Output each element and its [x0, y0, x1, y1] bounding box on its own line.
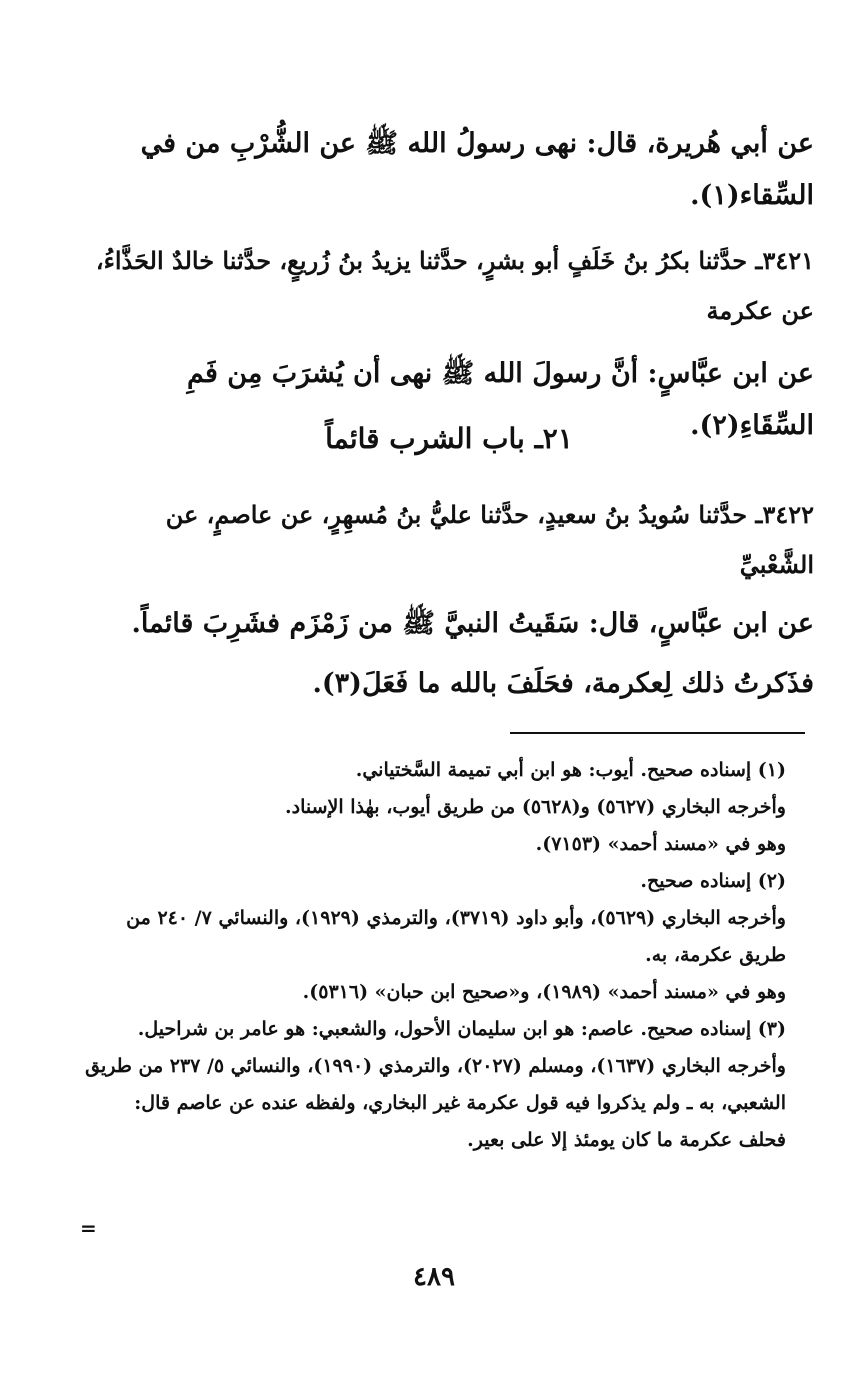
continuation-mark: =: [80, 1216, 97, 1240]
hadith-isnad: ٣٤٢٢ـ حدَّثنا سُويدُ بنُ سعيدٍ، حدَّثنا عليُّ بنُ مُسهِرٍ، عن عاصمٍ، عن الشَّعْبيِّ: [165, 500, 814, 579]
footnote-line: (٢) إسناده صحيح.: [640, 870, 786, 892]
footnote-line: وأخرجه البخاري (٥٦٢٩)، وأبو داود (٣٧١٩)، والترمذي (١٩٢٩)، والنسائي ٧/ ٢٤٠ من طريق عكرمة، به.: [126, 907, 786, 966]
hadith-text: عن ابن عبَّاسٍ، قال: سَقَيتُ النبيَّ ﷺ من زَمْزَم فشَرِبَ قائماً.: [131, 608, 814, 639]
hadith-isnad: ٣٤٢١ـ حدَّثنا بكرُ بنُ خَلَفٍ أبو بشرٍ، حدَّثنا يزيدُ بنُ زُريعٍ، حدَّثنا خالدٌ الحَذَّاءُ، عن عكرمة: [95, 246, 814, 325]
footnote-divider: [510, 732, 805, 734]
footnotes-section: [84, 752, 814, 1159]
page-number: ٤٨٩: [413, 1262, 455, 1292]
footnote-line: (١) إسناده صحيح. أيوب: هو ابن أبي تميمة السَّختياني.: [355, 759, 786, 781]
footnote-line: (٣) إسناده صحيح. عاصم: هو ابن سليمان الأحول، والشعبي: هو عامر بن شراحيل.: [137, 1018, 786, 1040]
footnote-line: وهو في «مسند أحمد» (١٩٨٩)، و«صحيح ابن حبان» (٥٣١٦).: [302, 981, 786, 1003]
footnote-line: وهو في «مسند أحمد» (٧١٥٣).: [535, 833, 786, 855]
hadith-text: فذَكرتُ ذلك لِعكرمة، فحَلَفَ بالله ما فَعَلَ(٣).: [312, 668, 814, 699]
footnote-line: وأخرجه البخاري (١٦٣٧)، ومسلم (٢٠٢٧)، والترمذي (١٩٩٠)، والنسائي ٥/ ٢٣٧ من طريق الشعبي، به ـ ولم يذكروا فيه قول عكرمة غير البخاري، ولفظه عنده عن عاصم قال: فحلف عكرمة ما كان يومئذ إلا على بعير.: [85, 1055, 786, 1151]
hadith-text: عن أبي هُريرة، قال: نهى رسولُ الله ﷺ عن الشُّرْبِ من في السِّقاء(١).: [140, 128, 814, 211]
footnote-line: وأخرجه البخاري (٥٦٢٧) و(٥٦٢٨) من طريق أيوب، بهٰذا الإسناد.: [285, 796, 786, 818]
chapter-heading: ٢١ـ باب الشرب قائماً: [325, 422, 573, 455]
hadith-text: عن ابن عبَّاسٍ: أنَّ رسولَ الله ﷺ نهى أن يُشرَبَ مِن فَمِ السِّقَاءِ(٢).: [187, 358, 814, 441]
